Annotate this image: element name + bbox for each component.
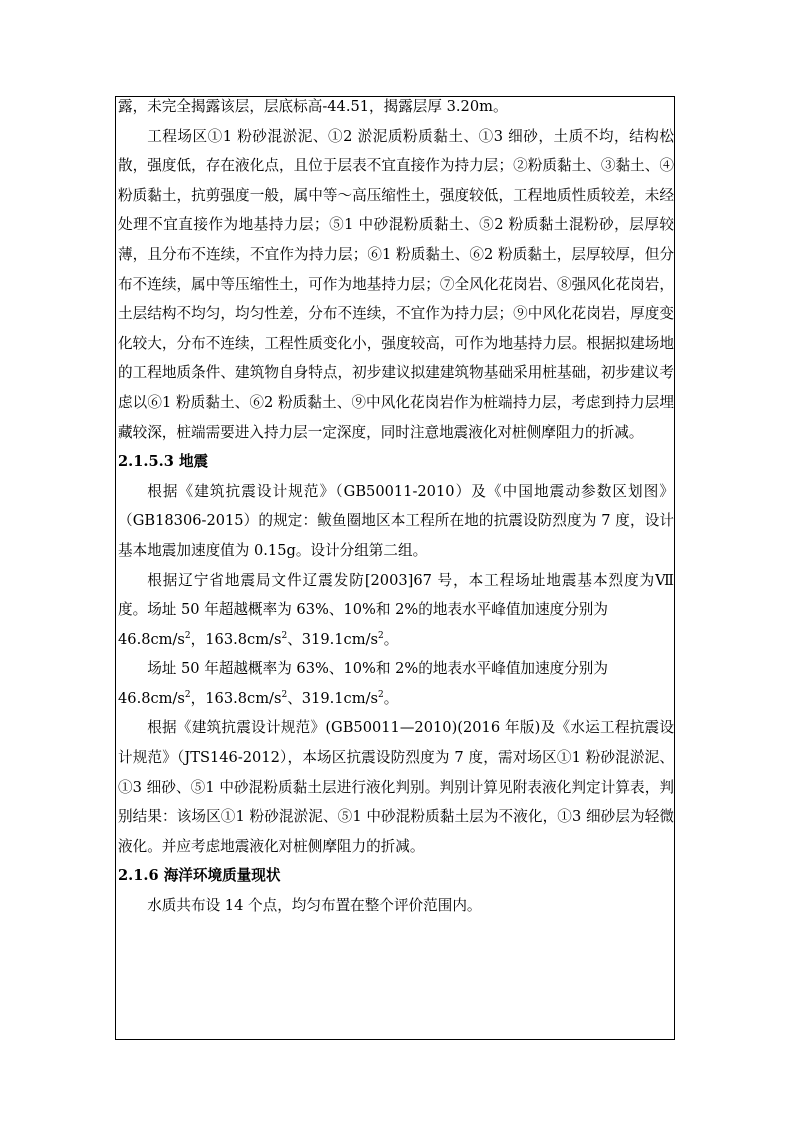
paragraph-liquefaction: 根据《建筑抗震设计规范》(GB50011—2010)(2016 年版)及《水运工程抗震设计规范》（JTS146-2012），本场区抗震设防烈度为 7 度，需对场区①1 粉砂混淤泥、①3 细砂、⑤1 中砂混粉质黏土层进行液化判别。判别计算见附表液化判定计算表，判别结果：该场区①1 粉砂混淤泥、⑤1 中砂混粉质黏土层为不液化，①3 细砂层为轻微液化。并应考虑地震液化对桩侧摩阻力的折减。 xyxy=(118,719,674,855)
paragraph-site-assessment: 工程场区①1 粉砂混淤泥、①2 淤泥质粉质黏土、①3 细砂，土质不均，结构松散，强度低，存在液化点，且位于层表不宜直接作为持力层；②粉质黏土、③黏土、④粉质黏土，抗剪强度一般，属中等～高压缩性土，强度较低，工程地质性质较差，未经处理不宜直接作为地基持力层；⑤1 中砂混粉质黏土、⑤2 粉质黏土混粉砂，层厚较薄，且分布不连续，不宜作为持力层；⑥1 粉质黏土、⑥2 粉质黏土，层厚较厚，但分布不连续，属中等压缩性土，可作为地基持力层；⑦全风化花岗岩、⑧强风化花岗岩，土层结构不均匀，均匀性差，分布不连续，不宜作为持力层；⑨中风化花岗岩，厚度变化较大，分布不连续，工程性质变化小，强度较高，可作为地基持力层。根据拟建场地的工程地质条件、建筑物自身特点，初步建议拟建建筑物基础采用桩基础，初步建议考虑以⑥1 粉质黏土、⑥2 粉质黏土、⑨中风化花岗岩作为桩端持力层，考虑到持力层埋藏较深，桩端需要进入持力层一定深度，同时注意地震液化对桩侧摩阻力的折减。 xyxy=(118,127,674,441)
paragraph-water-quality: 水质共布设 14 个点，均匀布置在整个评价范围内。 xyxy=(147,897,482,915)
paragraph-seismic-code: 根据《建筑抗震设计规范》（GB50011-2010）及《中国地震动参数区划图》（GB18306-2015）的规定：鲅鱼圈地区本工程所在地的抗震设防烈度为 7 度，设计基本地震加速度值为 0.15g。设计分组第二组。 xyxy=(118,482,674,559)
section-heading-marine-environment: 2.1.6 海洋环境质量现状 xyxy=(118,867,281,885)
section-heading-earthquake: 2.1.5.3 地震 xyxy=(118,453,209,471)
acceleration-values-1: $46.8cm/s^2$，$163.8cm/s^2$、$319.1cm/s^2$。 xyxy=(118,630,399,648)
document-body xyxy=(118,92,674,921)
paragraph-exceedance: 场址 50 年超越概率为 63%、10%和 2%的地表水平峰值加速度分别为 xyxy=(147,660,608,678)
paragraph-intro: 露，未完全揭露该层，层底标高-44.51，揭露层厚 3.20m。 xyxy=(118,98,508,115)
intensity-text: 根据辽宁省地震局文件辽震发防[2003]67 号，本工程场址地震基本烈度为Ⅶ度。场址 50 年超越概率为 63%、10%和 2%的地表水平峰值加速度分别为 xyxy=(118,571,674,619)
acceleration-values-2: $46.8cm/s^2$，$163.8cm/s^2$、$319.1cm/s^2$。 xyxy=(118,689,399,707)
paragraph-intensity xyxy=(118,566,674,625)
